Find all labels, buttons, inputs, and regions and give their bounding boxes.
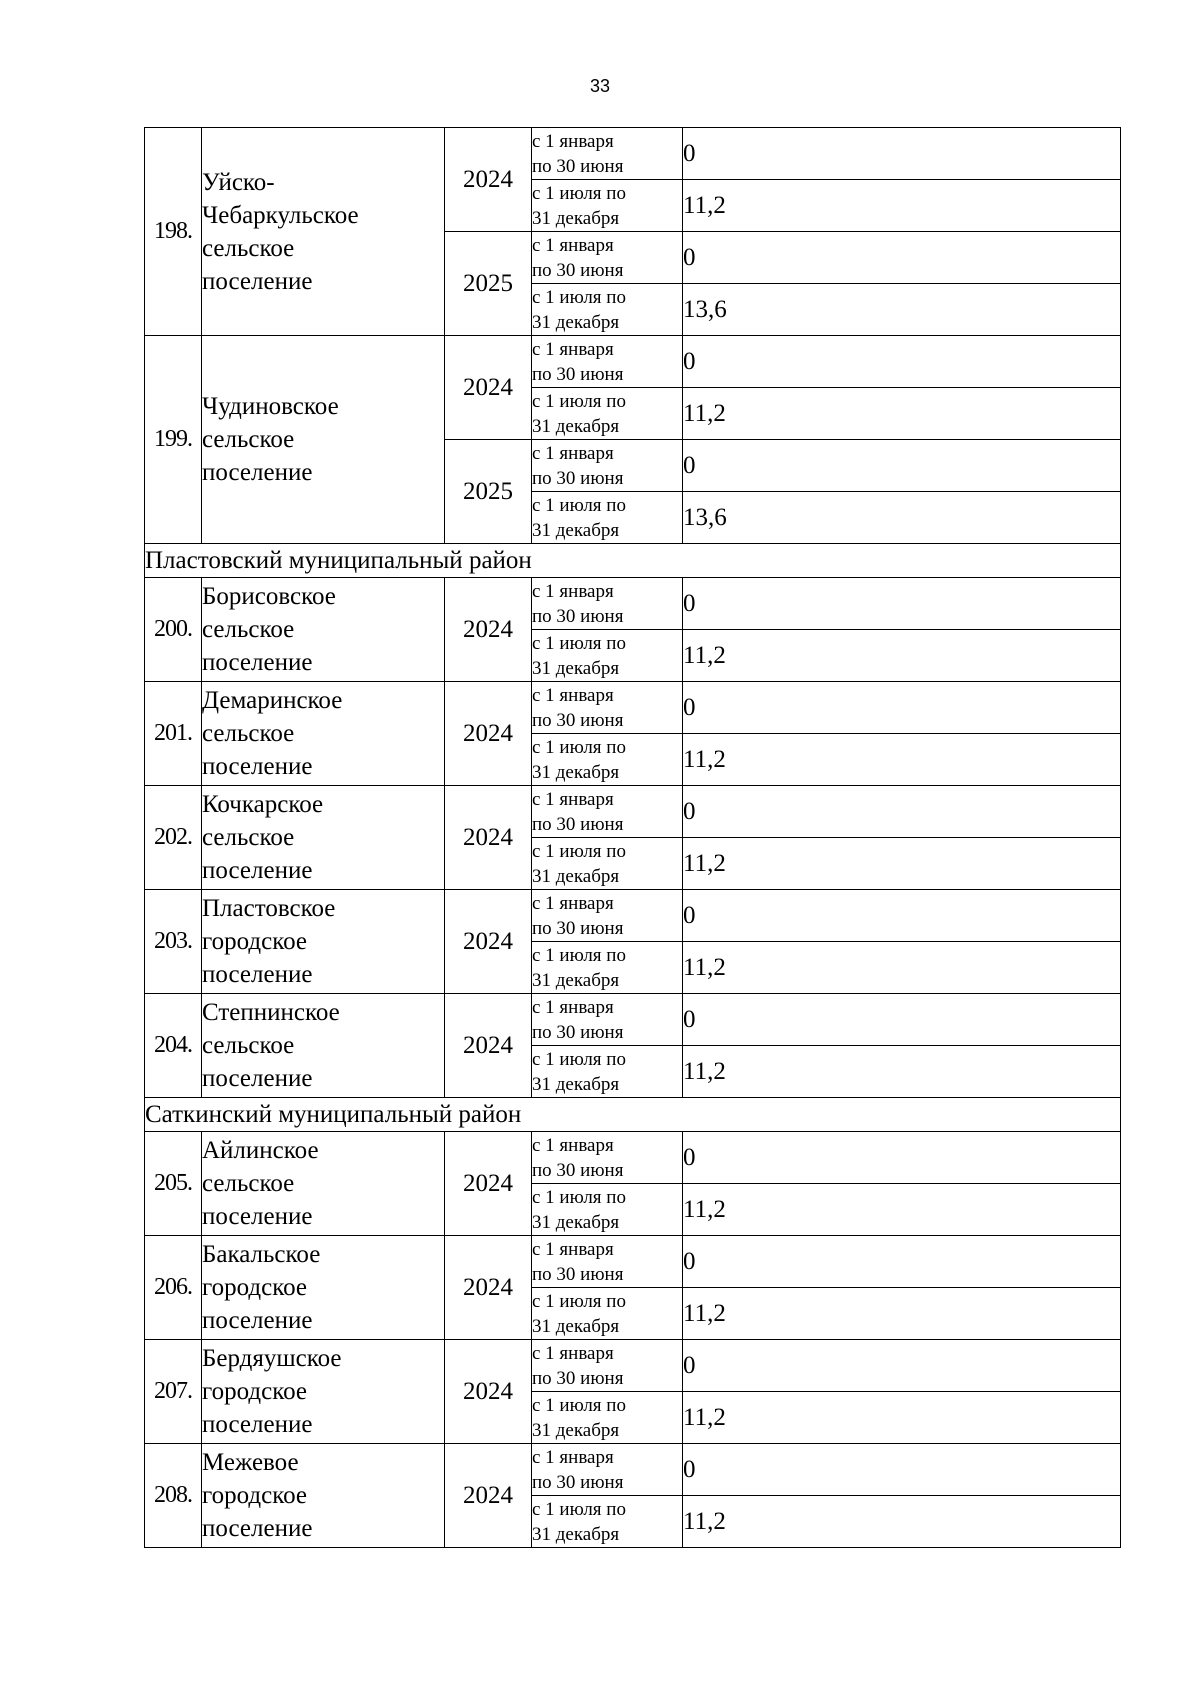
period-cell <box>532 786 683 838</box>
period-cell-line: с 1 июля по <box>532 1048 626 1070</box>
period-cell-line: 31 декабря <box>532 1211 620 1233</box>
period-cell-line: с 1 июля по <box>532 736 626 758</box>
period-cell <box>532 284 683 336</box>
period-cell-line: с 1 июля по <box>532 182 626 204</box>
settlement-name-line: Межевое <box>202 1449 299 1476</box>
period-cell-line: с 1 июля по <box>532 286 626 308</box>
period-cell-line: с 1 июля по <box>532 840 626 862</box>
value-cell: 11,2 <box>683 180 1121 232</box>
settlement-name-line: сельское <box>202 720 295 747</box>
period-cell-line: по 30 июня <box>532 467 624 489</box>
value-cell: 0 <box>683 336 1121 388</box>
value-cell: 0 <box>683 786 1121 838</box>
value-cell: 0 <box>683 1132 1121 1184</box>
value-cell: 0 <box>683 232 1121 284</box>
period-cell-line: с 1 января <box>532 130 614 152</box>
period-cell <box>532 1288 683 1340</box>
period-cell-line: 31 декабря <box>532 657 620 679</box>
value-cell: 0 <box>683 1236 1121 1288</box>
period-cell <box>532 440 683 492</box>
settlement-name-line: сельское <box>202 616 295 643</box>
settlement-name-line: поселение <box>202 1065 313 1092</box>
period-cell <box>532 1444 683 1496</box>
period-cell-line: по 30 июня <box>532 1367 624 1389</box>
settlement-name-line: сельское <box>202 234 295 262</box>
period-cell <box>532 1496 683 1548</box>
settlement-name-line: Бердяушское <box>202 1345 342 1372</box>
period-cell-line: по 30 июня <box>532 709 624 731</box>
table-row <box>145 994 1121 1046</box>
table-row <box>145 1236 1121 1288</box>
period-cell-line: 31 декабря <box>532 207 620 229</box>
period-cell-line: 31 декабря <box>532 865 620 887</box>
settlement-name-line: сельское <box>202 1170 295 1197</box>
period-cell-line: по 30 июня <box>532 1021 624 1043</box>
period-cell-line: по 30 июня <box>532 917 624 939</box>
row-number: 198. <box>145 128 202 336</box>
year-cell: 2024 <box>445 994 532 1098</box>
settlement-name-line: городское <box>202 928 308 955</box>
period-cell <box>532 1236 683 1288</box>
period-cell-line: с 1 июля по <box>532 944 626 966</box>
row-number: 207. <box>145 1340 202 1444</box>
period-cell-line: с 1 января <box>532 684 614 706</box>
value-cell: 11,2 <box>683 734 1121 786</box>
period-cell-line: 31 декабря <box>532 519 620 541</box>
row-number: 201. <box>145 682 202 786</box>
year-cell: 2025 <box>445 440 532 544</box>
period-cell-line: 31 декабря <box>532 1315 620 1337</box>
settlement-name-line: поселение <box>202 961 313 988</box>
settlement-name <box>202 578 445 682</box>
year-cell: 2024 <box>445 1444 532 1548</box>
table-row <box>145 578 1121 630</box>
settlement-name-line: поселение <box>202 267 313 295</box>
row-number: 208. <box>145 1444 202 1548</box>
year-cell: 2024 <box>445 890 532 994</box>
table-row <box>145 890 1121 942</box>
value-cell: 11,2 <box>683 1496 1121 1548</box>
period-cell <box>532 838 683 890</box>
period-cell <box>532 890 683 942</box>
settlement-name-line: Айлинское <box>202 1137 319 1164</box>
table-row <box>145 1444 1121 1496</box>
period-cell-line: 31 декабря <box>532 1523 620 1545</box>
settlement-name-line: Кочкарское <box>202 791 324 818</box>
period-cell-line: по 30 июня <box>532 155 624 177</box>
period-cell <box>532 1132 683 1184</box>
settlement-name-line: Бакальское <box>202 1241 321 1268</box>
period-cell-line: 31 декабря <box>532 415 620 437</box>
settlement-name-line: сельское <box>202 824 295 851</box>
settlement-name <box>202 1236 445 1340</box>
settlement-name-line: Борисовское <box>202 583 336 610</box>
period-cell-line: с 1 января <box>532 996 614 1018</box>
period-cell-line: с 1 июля по <box>532 390 626 412</box>
table-row <box>145 1132 1121 1184</box>
period-cell-line: 31 декабря <box>532 1419 620 1441</box>
period-cell-line: с 1 января <box>532 580 614 602</box>
value-cell: 11,2 <box>683 1288 1121 1340</box>
value-cell: 11,2 <box>683 1392 1121 1444</box>
settlement-name <box>202 1444 445 1548</box>
period-cell-line: с 1 января <box>532 892 614 914</box>
value-cell: 11,2 <box>683 388 1121 440</box>
year-cell: 2024 <box>445 1340 532 1444</box>
value-cell: 0 <box>683 1444 1121 1496</box>
settlement-name <box>202 786 445 890</box>
settlement-name-line: сельское <box>202 426 295 453</box>
settlement-name <box>202 890 445 994</box>
period-cell-line: с 1 января <box>532 1342 614 1364</box>
period-cell <box>532 492 683 544</box>
settlement-name-line: поселение <box>202 1307 313 1334</box>
year-cell: 2024 <box>445 682 532 786</box>
settlement-name-line: поселение <box>202 459 313 486</box>
settlement-name <box>202 336 445 544</box>
settlement-name-line: Чудиновское <box>202 393 339 420</box>
settlement-name <box>202 682 445 786</box>
period-cell <box>532 942 683 994</box>
page-number: 33 <box>589 76 611 96</box>
value-cell: 11,2 <box>683 838 1121 890</box>
period-cell-line: с 1 июля по <box>532 1498 626 1520</box>
section-row <box>145 1098 1121 1132</box>
section-row <box>145 544 1121 578</box>
year-cell: 2024 <box>445 578 532 682</box>
table-row <box>145 128 1121 180</box>
period-cell-line: по 30 июня <box>532 813 624 835</box>
period-cell <box>532 1392 683 1444</box>
year-cell: 2024 <box>445 336 532 440</box>
period-cell-line: по 30 июня <box>532 1471 624 1493</box>
value-cell: 11,2 <box>683 942 1121 994</box>
settlement-name-line: поселение <box>202 1203 313 1230</box>
table-row <box>145 682 1121 734</box>
settlement-name <box>202 1340 445 1444</box>
value-cell: 0 <box>683 578 1121 630</box>
period-cell-line: 31 декабря <box>532 969 620 991</box>
period-cell-line: с 1 июля по <box>532 1186 626 1208</box>
period-cell-line: с 1 января <box>532 788 614 810</box>
settlement-name-line: Уйско- <box>202 168 275 196</box>
period-cell-line: по 30 июня <box>532 605 624 627</box>
year-cell: 2024 <box>445 128 532 232</box>
settlement-name-line: городское <box>202 1274 308 1301</box>
value-cell: 11,2 <box>683 1046 1121 1098</box>
settlement-name-line: Демаринское <box>202 687 343 714</box>
period-cell-line: с 1 января <box>532 1446 614 1468</box>
settlement-name-line: городское <box>202 1378 308 1405</box>
value-cell: 13,6 <box>683 492 1121 544</box>
settlement-name <box>202 994 445 1098</box>
period-cell <box>532 734 683 786</box>
value-cell: 0 <box>683 890 1121 942</box>
period-cell <box>532 388 683 440</box>
period-cell-line: с 1 июля по <box>532 494 626 516</box>
period-cell <box>532 232 683 284</box>
row-number: 202. <box>145 786 202 890</box>
period-cell-line: с 1 января <box>532 442 614 464</box>
settlement-name-line: поселение <box>202 1411 313 1438</box>
settlement-name-line: поселение <box>202 649 313 676</box>
period-cell-line: 31 декабря <box>532 311 620 333</box>
settlement-name-line: Чебаркульское <box>202 201 359 229</box>
section-title: Пластовский муниципальный район <box>145 544 1121 578</box>
value-cell: 0 <box>683 1340 1121 1392</box>
value-cell: 11,2 <box>683 630 1121 682</box>
settlement-name-line: Степнинское <box>202 999 340 1026</box>
period-cell-line: с 1 января <box>532 338 614 360</box>
settlement-name-line: городское <box>202 1482 308 1509</box>
period-cell-line: по 30 июня <box>532 1159 624 1181</box>
value-cell: 13,6 <box>683 284 1121 336</box>
period-cell <box>532 128 683 180</box>
period-cell <box>532 578 683 630</box>
period-cell <box>532 336 683 388</box>
period-cell <box>532 630 683 682</box>
table-body <box>145 128 1121 1548</box>
value-cell: 0 <box>683 682 1121 734</box>
year-cell: 2024 <box>445 786 532 890</box>
period-cell <box>532 1184 683 1236</box>
year-cell: 2024 <box>445 1236 532 1340</box>
settlement-name-line: поселение <box>202 753 313 780</box>
table-row <box>145 336 1121 388</box>
period-cell-line: с 1 июля по <box>532 1290 626 1312</box>
year-cell: 2025 <box>445 232 532 336</box>
settlement-name-line: Пластовское <box>202 895 336 922</box>
settlement-name <box>202 1132 445 1236</box>
table-row <box>145 786 1121 838</box>
value-cell: 0 <box>683 994 1121 1046</box>
period-cell-line: по 30 июня <box>532 259 624 281</box>
table-row <box>145 1340 1121 1392</box>
period-cell-line: по 30 июня <box>532 1263 624 1285</box>
value-cell: 0 <box>683 440 1121 492</box>
period-cell <box>532 1046 683 1098</box>
period-cell <box>532 682 683 734</box>
row-number: 199. <box>145 336 202 544</box>
period-cell-line: 31 декабря <box>532 761 620 783</box>
period-cell-line: с 1 июля по <box>532 632 626 654</box>
period-cell <box>532 994 683 1046</box>
period-cell <box>532 1340 683 1392</box>
row-number: 200. <box>145 578 202 682</box>
period-cell-line: с 1 января <box>532 1134 614 1156</box>
row-number: 205. <box>145 1132 202 1236</box>
row-number: 204. <box>145 994 202 1098</box>
row-number: 206. <box>145 1236 202 1340</box>
settlement-name <box>202 128 445 336</box>
period-cell-line: с 1 июля по <box>532 1394 626 1416</box>
period-cell-line: по 30 июня <box>532 363 624 385</box>
period-cell <box>532 180 683 232</box>
value-cell: 11,2 <box>683 1184 1121 1236</box>
period-cell-line: с 1 января <box>532 1238 614 1260</box>
value-cell: 0 <box>683 128 1121 180</box>
row-number: 203. <box>145 890 202 994</box>
settlement-name-line: сельское <box>202 1032 295 1059</box>
tariff-table <box>144 127 1121 1548</box>
year-cell: 2024 <box>445 1132 532 1236</box>
settlement-name-line: поселение <box>202 857 313 884</box>
section-title: Саткинский муниципальный район <box>145 1098 1121 1132</box>
period-cell-line: 31 декабря <box>532 1073 620 1095</box>
period-cell-line: с 1 января <box>532 234 614 256</box>
settlement-name-line: поселение <box>202 1515 313 1542</box>
